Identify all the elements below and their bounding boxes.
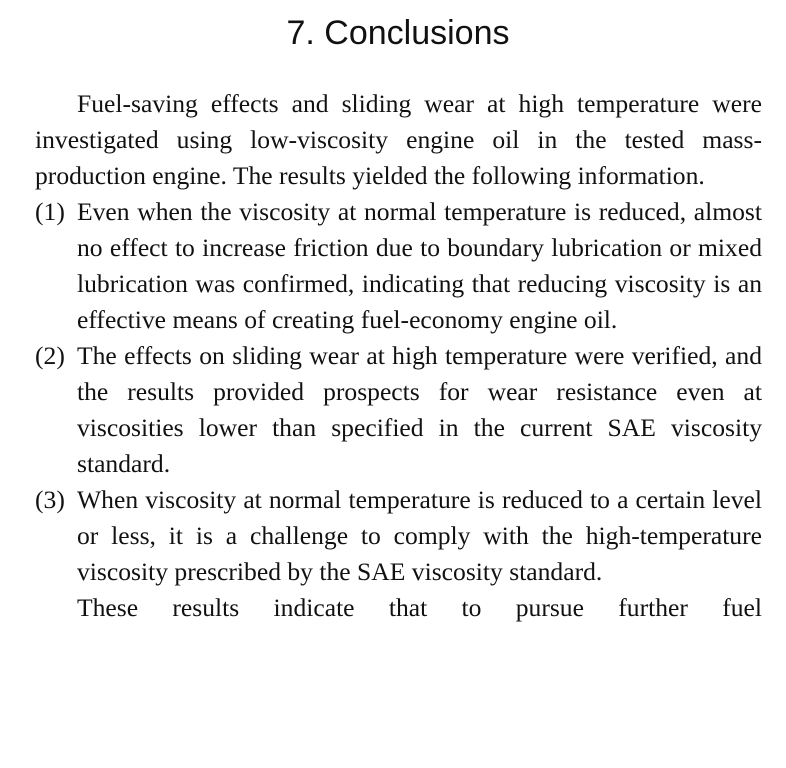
list-item-number: (1) <box>35 197 65 226</box>
list-item <box>35 482 762 590</box>
list-item-text: Even when the viscosity at normal temperature is reduced, almost no effect to increase friction due to boundary lubrication or mixed lubrication was confirmed, indicating that reducing viscosity is an effective means of creating fuel-economy engine oil. <box>77 197 762 334</box>
intro-paragraph: Fuel-saving effects and sliding wear at high temperature were investigated using low-viscosity engine oil in the tested mass-production engine. The results yielded the following information. <box>35 89 762 190</box>
list-item-number: (3) <box>35 485 65 514</box>
section-heading: 7. Conclusions <box>286 14 510 52</box>
list-item-text: The effects on sliding wear at high temperature were verified, and the results provided prospects for wear resistance even at viscosities lower than specified in the current SAE viscosity standard. <box>77 341 762 478</box>
list-item <box>35 338 762 482</box>
list-item <box>35 194 762 338</box>
section-body <box>35 86 762 626</box>
closing-paragraph: These results indicate that to pursue further fuel <box>77 593 762 622</box>
list-item-text: When viscosity at normal temperature is reduced to a certain level or less, it is a challenge to comply with the high-temperature viscosity prescribed by the SAE viscosity standard. <box>77 485 762 586</box>
list-item-number: (2) <box>35 341 65 370</box>
